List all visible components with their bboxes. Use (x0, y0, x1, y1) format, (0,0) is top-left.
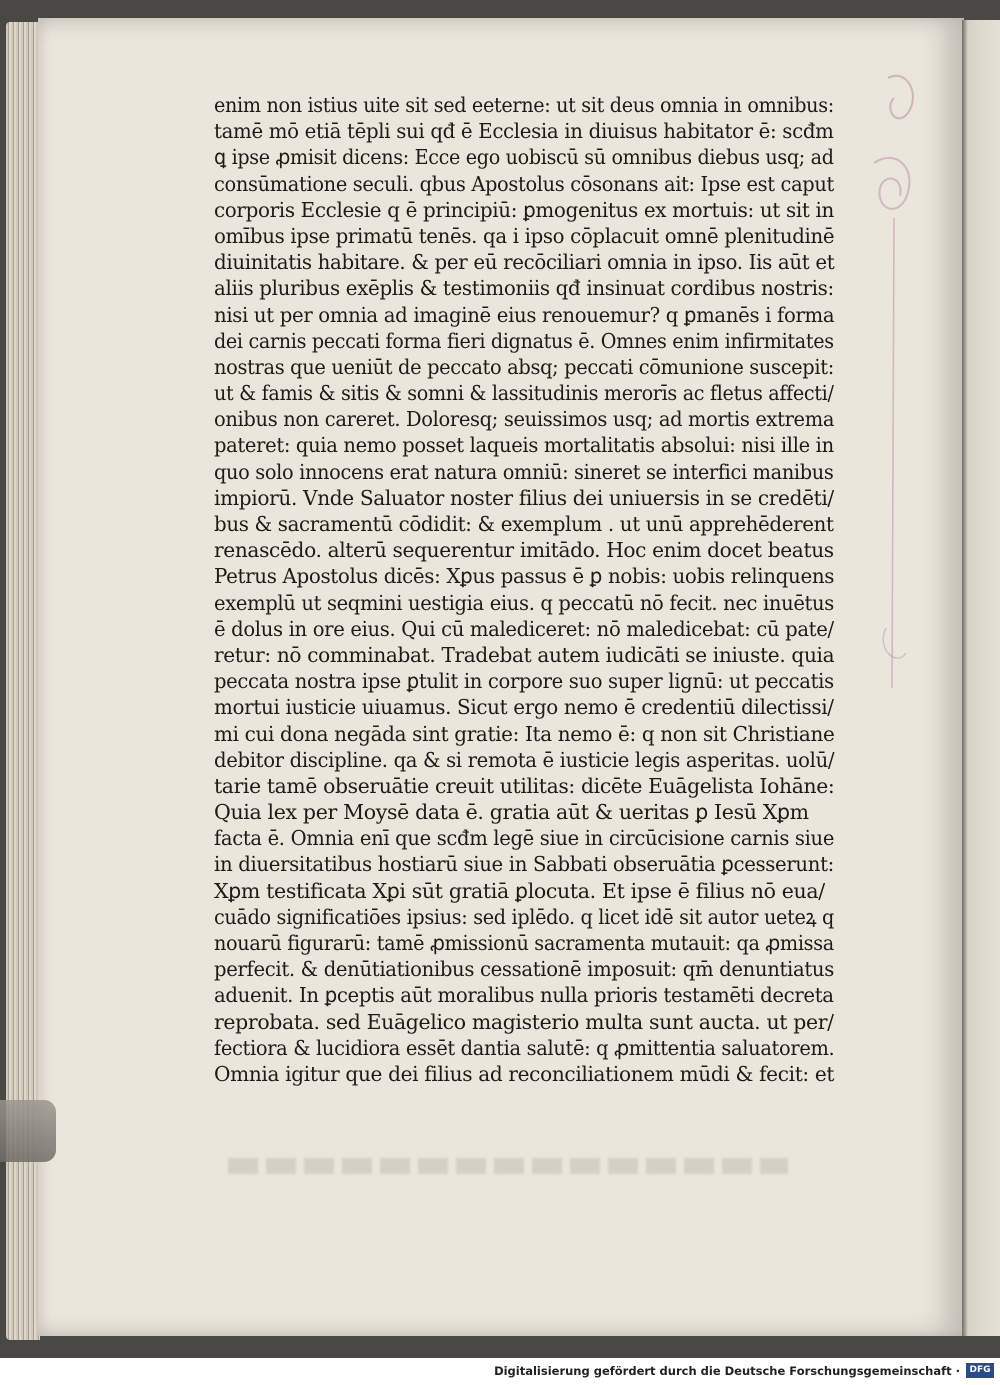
text-line: nostras que ueniūt de peccato absq; peccati cōmunione suscepit: (214, 354, 834, 379)
text-line: pateret: quia nemo posset laqueis mortalitatis absolui: nisi ille in (214, 433, 834, 458)
text-line: tamē mō etiā tēpli sui qđ ē Ecclesia in diuisus habitator ē: scđm (214, 119, 834, 144)
text-line: renascēdo. alterū sequerentur imitādo. Hoc enim docet beatus (214, 538, 834, 563)
text-line: onibus non careret. Doloresq; seuissimos usq; ad mortis extrema (214, 407, 835, 432)
text-line: cuādo significatiōes ipsius: sed iplēdo. q licet idē sit autor ueteꝝ q (214, 904, 835, 929)
text-line: retur: nō comminabat. Tradebat autem iudicāti se iniuste. quia (214, 642, 835, 667)
funding-credit: Digitalisierung gefördert durch die Deutsche Forschungsgemeinschaft · (494, 1364, 960, 1378)
footer-bar (0, 1358, 1000, 1385)
text-line: Omnia igitur que dei filius ad reconciliationem mūdi & fecit: et (214, 1061, 835, 1086)
text-line: diuinitatis habitare. & per eū recōciliari omnia in ipso. Iis aūt et (214, 250, 835, 275)
text-line: reprobata. sed Euāgelico magisterio multa sunt aucta. ut per/ (214, 1009, 834, 1034)
text-line: perfecit. & denūtiationibus cessationē imposuit: qm̄ denuntiatus (214, 957, 834, 982)
text-line: impiorū. Vnde Saluator noster filius dei uniuersis in se credēti/ (214, 485, 834, 510)
dfg-logo: DFG (966, 1363, 994, 1378)
text-line: aliis pluribus exēplis & testimoniis qđ insinuat cordibus nostris: (214, 276, 834, 301)
text-line: mortui iusticie uiuamus. Sicut ergo nemo ē credentiū dilectissi/ (214, 695, 834, 720)
text-line: nisi ut per omnia ad imaginē eius renouemur? q ꝑmanēs i forma (214, 302, 835, 327)
text-line: Quia lex per Moysē data ē. gratia aūt & ueritas ꝑ Iesū Xꝑm (214, 800, 809, 825)
text-line: facta ē. Omnia enī que scđm legē siue in circūcisione carnis siue (214, 826, 835, 851)
text-line: ꝗ ipse ꝓmisit dicens: Ecce ego uobiscū sū omnibus diebus usq; ad (214, 145, 834, 170)
text-line: in diuersitatibus hostiarū siue in Sabbati obseruātia ꝑcesserunt: (214, 852, 834, 877)
text-line: aduenit. In ꝑceptis aūt moralibus nulla prioris testamēti decreta (214, 983, 834, 1008)
text-line: quo solo innocens erat natura omniū: sineret se interfici manibus (214, 459, 834, 484)
text-line: bus & sacramentū cōdidit: & exemplum . ut unū apprehēderent (214, 512, 834, 536)
text-line: Petrus Apostolus dicēs: Xꝑus passus ē ꝑ nobis: uobis relinquens (214, 564, 835, 589)
text-line: dei carnis peccati forma fieri dignatus ē. Omnes enim infirmitates (214, 328, 834, 353)
show-through-text (228, 1158, 788, 1174)
text-block (214, 92, 834, 1087)
text-line: peccata nostra ipse ꝑtulit in corpore suo super lignū: ut peccatis (214, 669, 834, 694)
text-line: fectiora & lucidiora essēt dantia salutē: q ꝓmittentia saluatorem. (214, 1035, 835, 1060)
text-line: ut & famis & sitis & somni & lassitudinis merorīs ac fletus affecti/ (214, 381, 834, 406)
text-line: debitor discipline. qa & si remota ē iusticie legis asperitas. uolū/ (214, 747, 835, 772)
text-line: omībus ipse primatū tenēs. qa i ipso cōplacuit omnē plenitudinē (214, 223, 835, 248)
page-clip (0, 1100, 56, 1162)
text-line: nouarū figurarū: tamē ꝓmissionū sacramenta mutauit: qa ꝓmissa (214, 931, 834, 955)
text-line: Xꝑm testificata Xꝑi sūt gratiā ꝑlocuta. Et ipse ē filius nō eua/ (214, 878, 825, 903)
margin-pen-marks (866, 68, 926, 708)
text-line: corporis Ecclesie q ē principiū: ꝑmogenitus ex mortuis: ut sit in (214, 197, 834, 222)
text-line: mi cui dona negāda sint gratie: Ita nemo ē: q non sit Christiane (214, 721, 835, 746)
facing-page-edge (962, 20, 1000, 1336)
text-line: ē dolus in ore eius. Qui cū malediceret: nō maledicebat: cū pate/ (214, 616, 834, 641)
text-line: enim non istius uite sit sed eeterne: ut sit deus omnia in omnibus: (214, 93, 834, 117)
text-line: consūmatione seculi. qbus Apostolus cōsonans ait: Ipse est caput (214, 171, 834, 196)
text-line: tarie tamē obseruātie creuit utilitas: dicēte Euāgelista Iohāne: (214, 773, 835, 798)
text-line: exemplū ut seqmini uestigia eius. q peccatū nō fecit. nec inuētus (214, 590, 834, 615)
